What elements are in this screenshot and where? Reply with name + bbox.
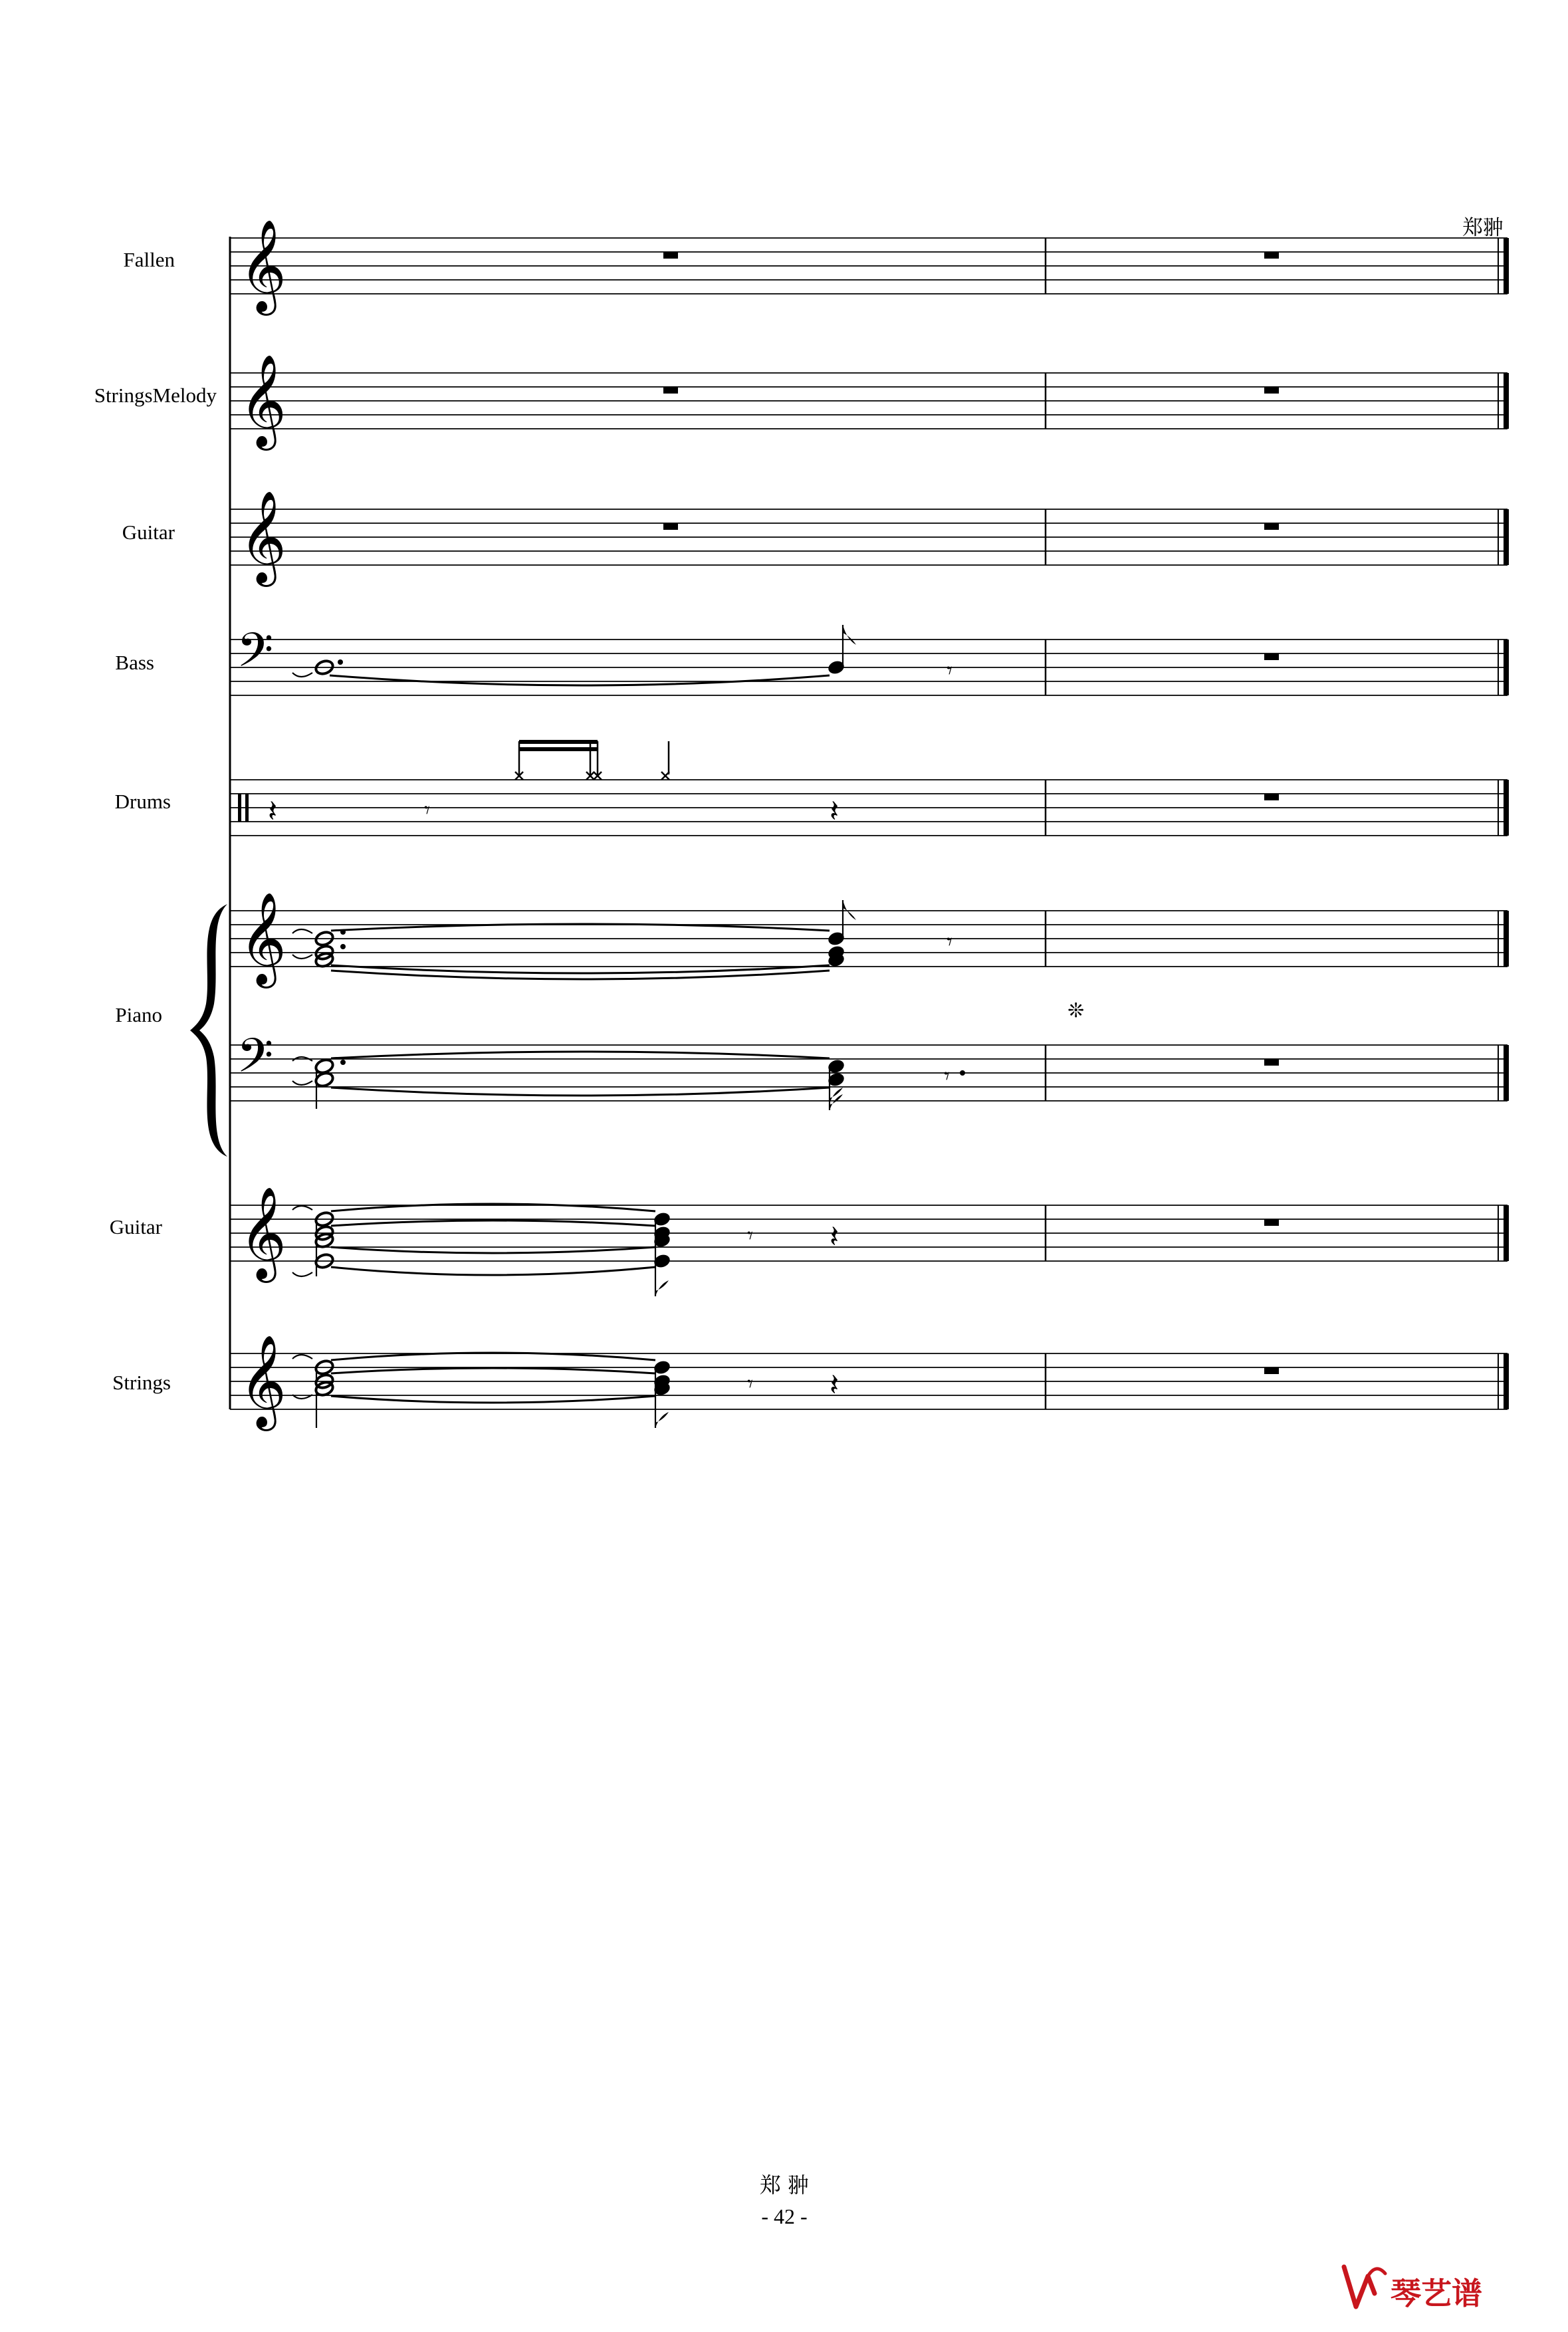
staff-piano [115, 892, 1509, 1157]
pedal-release-mark: ❊ [1067, 999, 1085, 1022]
ties-in [292, 929, 312, 959]
staff-label-drums: Drums [114, 790, 171, 813]
whole-rest [1264, 653, 1279, 660]
staff-drums [115, 740, 1509, 836]
ties [331, 1204, 655, 1275]
whole-rest [1264, 1059, 1279, 1066]
quarter-rest: 𝄽 [268, 793, 278, 829]
whole-rest [663, 523, 678, 530]
footer-composer: 郑 翀 [759, 2172, 810, 2198]
treble-clef-icon: 𝄞 [239, 491, 286, 583]
beam [519, 740, 598, 744]
bass-clef-icon: 𝄢 [237, 1028, 274, 1095]
note-flag [655, 1280, 669, 1296]
treble-clef-icon: 𝄞 [239, 219, 286, 312]
sixteenth-note-group [519, 741, 598, 774]
brace-icon [190, 904, 227, 1157]
whole-rest [1264, 387, 1279, 394]
staff-strings [112, 1335, 1509, 1431]
staff-fallen [124, 219, 1510, 316]
dot [340, 1060, 346, 1065]
final-barline-thick [1504, 373, 1509, 429]
final-barline-thick [1504, 509, 1509, 565]
beam [519, 747, 598, 751]
ties-in [292, 1206, 312, 1276]
tie [292, 673, 312, 677]
note-flag [843, 900, 856, 920]
qinyipu-logo-icon [1344, 2267, 1482, 2311]
quarter-rest: 𝄽 [830, 1367, 840, 1403]
quarter-rest: 𝄽 [830, 793, 840, 829]
eighth-rest: 𝄾 [947, 657, 953, 684]
x-note-heads [515, 772, 669, 780]
page-number: - 42 - [761, 2204, 808, 2228]
bass-clef-icon: 𝄢 [237, 623, 274, 689]
whole-rest [663, 252, 678, 259]
whole-rest [1264, 794, 1279, 800]
quarter-rest: 𝄽 [830, 1219, 840, 1254]
dot [960, 1070, 965, 1076]
ties-in [292, 1355, 312, 1399]
final-barline-thick [1504, 911, 1509, 967]
eighth-rest: 𝄾 [424, 797, 431, 824]
final-barline-thick [1504, 1205, 1509, 1261]
staff-label-bass: Bass [115, 651, 154, 674]
composer-top: 郑翀 [1462, 216, 1504, 240]
ties-in [292, 1057, 312, 1085]
treble-clef-icon: 𝄞 [239, 354, 286, 447]
staff-bass [115, 623, 1509, 695]
staff-label-piano: Piano [115, 1003, 162, 1026]
tie [330, 675, 830, 685]
final-barline-thick [1504, 238, 1509, 294]
eighth-rest: 𝄾 [944, 1063, 951, 1090]
final-barline-thick [1504, 1353, 1509, 1409]
brand-logo-text: 琴艺谱 [1391, 2275, 1482, 2311]
staff-label-strings-melody: StringsMelody [94, 384, 217, 407]
treble-clef-icon: 𝄞 [239, 1187, 286, 1279]
eighth-rest: 𝄾 [747, 1223, 754, 1249]
final-barline-thick [1504, 1045, 1509, 1101]
whole-rest [1264, 523, 1279, 530]
final-barline-thick [1504, 780, 1509, 836]
staff-strings-melody [94, 354, 1509, 451]
eighth-rest: 𝄾 [747, 1371, 754, 1397]
dot [340, 944, 346, 949]
eighth-rest: 𝄾 [947, 929, 953, 955]
staff-label-strings: Strings [112, 1371, 171, 1394]
note-flag [843, 625, 856, 645]
whole-rest [663, 387, 678, 394]
staff-guitar-2 [110, 1187, 1509, 1296]
ties [331, 1052, 830, 1096]
ties [331, 924, 830, 979]
whole-rest [1264, 252, 1279, 259]
dot [338, 659, 343, 665]
final-barline-thick [1504, 640, 1509, 695]
staff-label-guitar-2: Guitar [109, 1215, 162, 1238]
note-flag [655, 1412, 669, 1428]
chord-half [314, 1359, 335, 1397]
staff-label-guitar-1: Guitar [122, 521, 175, 544]
whole-rest [1264, 1367, 1279, 1374]
chord-dotted-half [314, 930, 335, 969]
staff-label-fallen: Fallen [123, 248, 175, 271]
whole-rest [1264, 1219, 1279, 1226]
treble-clef-icon: 𝄞 [239, 1335, 286, 1427]
note-flag [830, 1094, 843, 1110]
staff-guitar-1 [122, 491, 1509, 587]
treble-clef-icon: 𝄞 [239, 892, 286, 985]
